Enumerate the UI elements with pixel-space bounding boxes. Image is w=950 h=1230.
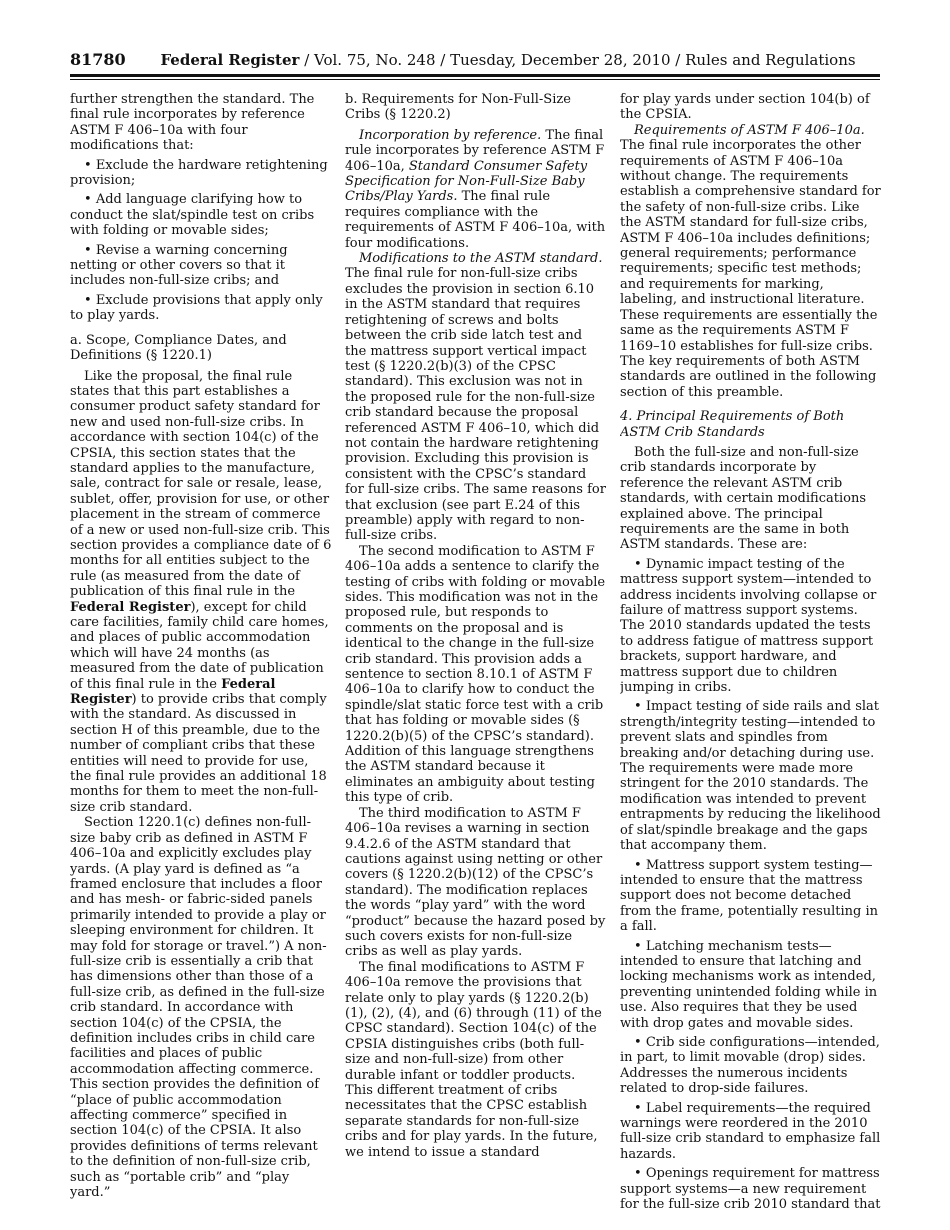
standard-title: Standard Consumer Safety Specification for Non-Full-Size Baby Cribs/Play Yards. [345, 158, 588, 205]
paragraph-lead: Incorporation by reference. [359, 127, 542, 143]
paragraph: Both the full-size and non-full-size crib standards incorporate by reference the relevant ASTM crib standards, with certain modifications explained above. The principal requirements are the same in both ASTM standards. These are: [620, 444, 866, 553]
bullet-item: • Label requirements—the required warnings were reordered in the 2010 full-size crib standard to emphasize fall hazards. [620, 1101, 882, 1163]
paragraph: Section 1220.1(c) defines non-full-size baby crib as defined in ASTM F 406–10a and explicitly excludes play yards. (A play yard is defined as “a framed enclosure that includes a floor and has mesh- or fabric-sided panels primarily intended to provide a play or sleeping environment for children. It may fold for storage or travel.”) A non-full-size crib is essentially a crib that has dimensions other than those of a full-size crib, as defined in the full-size crib standard. In accordance with section 104(c) of the CPSIA, the definition includes cribs in child care facilities and places of public accommodation affecting commerce. This section provides the definition of “place of public accommodation affecting commerce” specified in section 104(c) of the CPSIA. It also provides definitions of terms relevant to the definition of non-full-size crib, such as “portable crib” and “play yard.” [70, 815, 327, 1201]
paragraph: Modifications to the ASTM standard. The final rule for non-full-size cribs excludes the provision in section 6.10 in the ASTM standard that requires retightening of screws and bolts between the crib side latch test and the mattress support vertical impact test (§ 1220.2(b)(3) of the CPSC standard). This exclusion was not in the proposed rule for the non-full-size crib standard because the proposal referenced ASTM F 406–10, which did not contain the hardware retightening provision. Excluding this provision is consistent with the CPSC’s standard for full-size cribs. The same reasons for that exclusion (see part E.24 of this preamble) apply with regard to non-full-size cribs. [345, 251, 606, 544]
column-1 [70, 92, 332, 1222]
paragraph: The third modification to ASTM F 406–10a revises a warning in section 9.4.2.6 of the ASTM standard that cautions against using netting or other covers (§ 1220.2(b)(12) of the CPSC’s standard). The modification replaces the words “play yard” with the word “product” because the hazard posed by such covers exists for non-full-size cribs as well as play yards. [345, 805, 606, 960]
bullet-item: • Crib side configurations—intended, in part, to limit movable (drop) sides. Addresses the numerous incidents related to drop-side failures. [620, 1035, 882, 1097]
column-3 [620, 92, 882, 1222]
section-heading: a. Scope, Compliance Dates, and Definitions (§ 1220.1) [70, 332, 287, 364]
bullet-item: • Impact testing of side rails and slat strength/integrity testing—intended to prevent slats and spindles from breaking and/or detaching during use. The requirements were made more stringent for the 2010 standards. The modification was intended to prevent entrapments by reducing the likelihood of slat/spindle breakage and the gaps that accompany them. [620, 699, 882, 853]
bullet-item: • Revise a warning concerning netting or other covers so that it includes non-full-size cribs; and [70, 243, 332, 289]
federal-register-ref: Federal Register [70, 676, 276, 708]
paragraph: The second modification to ASTM F 406–10a adds a sentence to clarify the testing of cribs with folding or movable sides. This modification was not in the proposed rule, but responds to comments on the proposal and is identical to the change in the full-size crib standard. This provision adds a sentence to section 8.10.1 of ASTM F 406–10a to clarify how to conduct the spindle/slat static force test with a crib that has folding or movable sides (§ 1220.2(b)(5) of the CPSC’s standard). Addition of this language strengthens the ASTM standard because it eliminates an ambiguity about testing this type of crib. [345, 543, 606, 806]
paragraph: for play yards under section 104(b) of the CPSIA. [620, 92, 870, 123]
paragraph-lead: Requirements of ASTM F 406–10a. [634, 122, 865, 138]
bullet-item: • Openings requirement for mattress support systems—a new requirement for the full-size crib 2010 standard that [620, 1166, 882, 1212]
paragraph: further strengthen the standard. The final rule incorporates by reference ASTM F 406–10a with four modifications that: [70, 92, 315, 154]
page-number: 81780 [70, 50, 126, 69]
federal-register-ref: Federal Register [70, 599, 191, 615]
bullet-item: • Add language clarifying how to conduct the slat/spindle test on cribs with folding or movable sides; [70, 192, 332, 238]
bullet-item: • Exclude provisions that apply only to play yards. [70, 293, 332, 324]
bullet-item: • Mattress support system testing—intended to ensure that the mattress support does not become detached from the frame, potentially resulting in a fall. [620, 858, 882, 935]
paragraph: Like the proposal, the final rule states that this part establishes a consumer product safety standard for new and used non-full-size cribs. In accordance with section 104(c) of the CPSIA, this section states that the standard applies to the manufacture, sale, contract for sale or resale, lease, sublet, offer, provision for use, or other placement in the stream of commerce of a new or used non-full-size crib. This section provides a compliance date of 6 months for all entities subject to the rule (as measured from the date of publication of this final rule in the Federal Register), except for child care facilities, family child care homes, and places of public accommodation which will have 24 months (as measured from the date of publication of this final rule in the Federal Register) to provide cribs that comply with the standard. As discussed in section H of this preamble, due to the number of compliant cribs that these entities will need to provide for use, the final rule provides an additional 18 months for them to meet the non-full-size crib standard. [70, 368, 332, 815]
bullet-item: • Latching mechanism tests—intended to ensure that latching and locking mechanisms work as intended, preventing unintended folding while in use. Also requires that they be used with drop gates and movable sides. [620, 939, 882, 1031]
section-heading: 4. Principal Requirements of Both ASTM Crib Standards [620, 409, 845, 440]
header-rule-thick [70, 74, 880, 77]
page-header [70, 50, 880, 72]
bullet-item: • Exclude the hardware retightening provision; [70, 158, 332, 189]
publication-title: Federal Register [160, 51, 300, 69]
paragraph: Incorporation by reference. The final rule incorporates by reference ASTM F 406–10a, Standard Consumer Safety Specification for Non-Full-Size Baby Cribs/Play Yards. The final rule requires compliance with the requirements of ASTM F 406–10a, with four modifications. [345, 127, 606, 251]
issue-details: / Vol. 75, No. 248 / Tuesday, December 28, 2010 / Rules and Regulations [299, 51, 856, 69]
paragraph: Requirements of ASTM F 406–10a. The final rule incorporates the other requirements of ASTM F 406–10a without change. The requirements establish a comprehensive standard for the safety of non-full-size cribs. Like the ASTM standard for full-size cribs, ASTM F 406–10a includes definitions; general requirements; performance requirements; specific test methods; and requirements for marking, labeling, and instructional literature. These requirements are essentially the same as the requirements ASTM F 1169–10 establishes for full-size cribs. The key requirements of both ASTM standards are outlined in the following section of this preamble. [620, 122, 881, 400]
paragraph: The final modifications to ASTM F 406–10a remove the provisions that relate only to play yards (§ 1220.2(b)(1), (2), (4), and (6) through (11) of the CPSC standard). Section 104(c) of the CPSIA distinguishes cribs (both full-size and non-full-size) from other durable infant or toddler products. This different treatment of cribs necessitates that the CPSC establish separate standards for non-full-size cribs and for play yards. In the future, we intend to issue a standard [345, 959, 602, 1160]
column-2 [345, 92, 607, 1222]
bullet-item: • Dynamic impact testing of the mattress support system—intended to address incidents involving collapse or failure of mattress support systems. The 2010 standards updated the tests to address fatigue of mattress support brackets, support hardware, and mattress support due to children jumping in cribs. [620, 557, 882, 696]
header-rule-thin [70, 79, 880, 80]
section-heading: b. Requirements for Non-Full-Size Cribs (§ 1220.2) [345, 92, 571, 123]
paragraph-lead: Modifications to the ASTM standard. [359, 251, 603, 267]
